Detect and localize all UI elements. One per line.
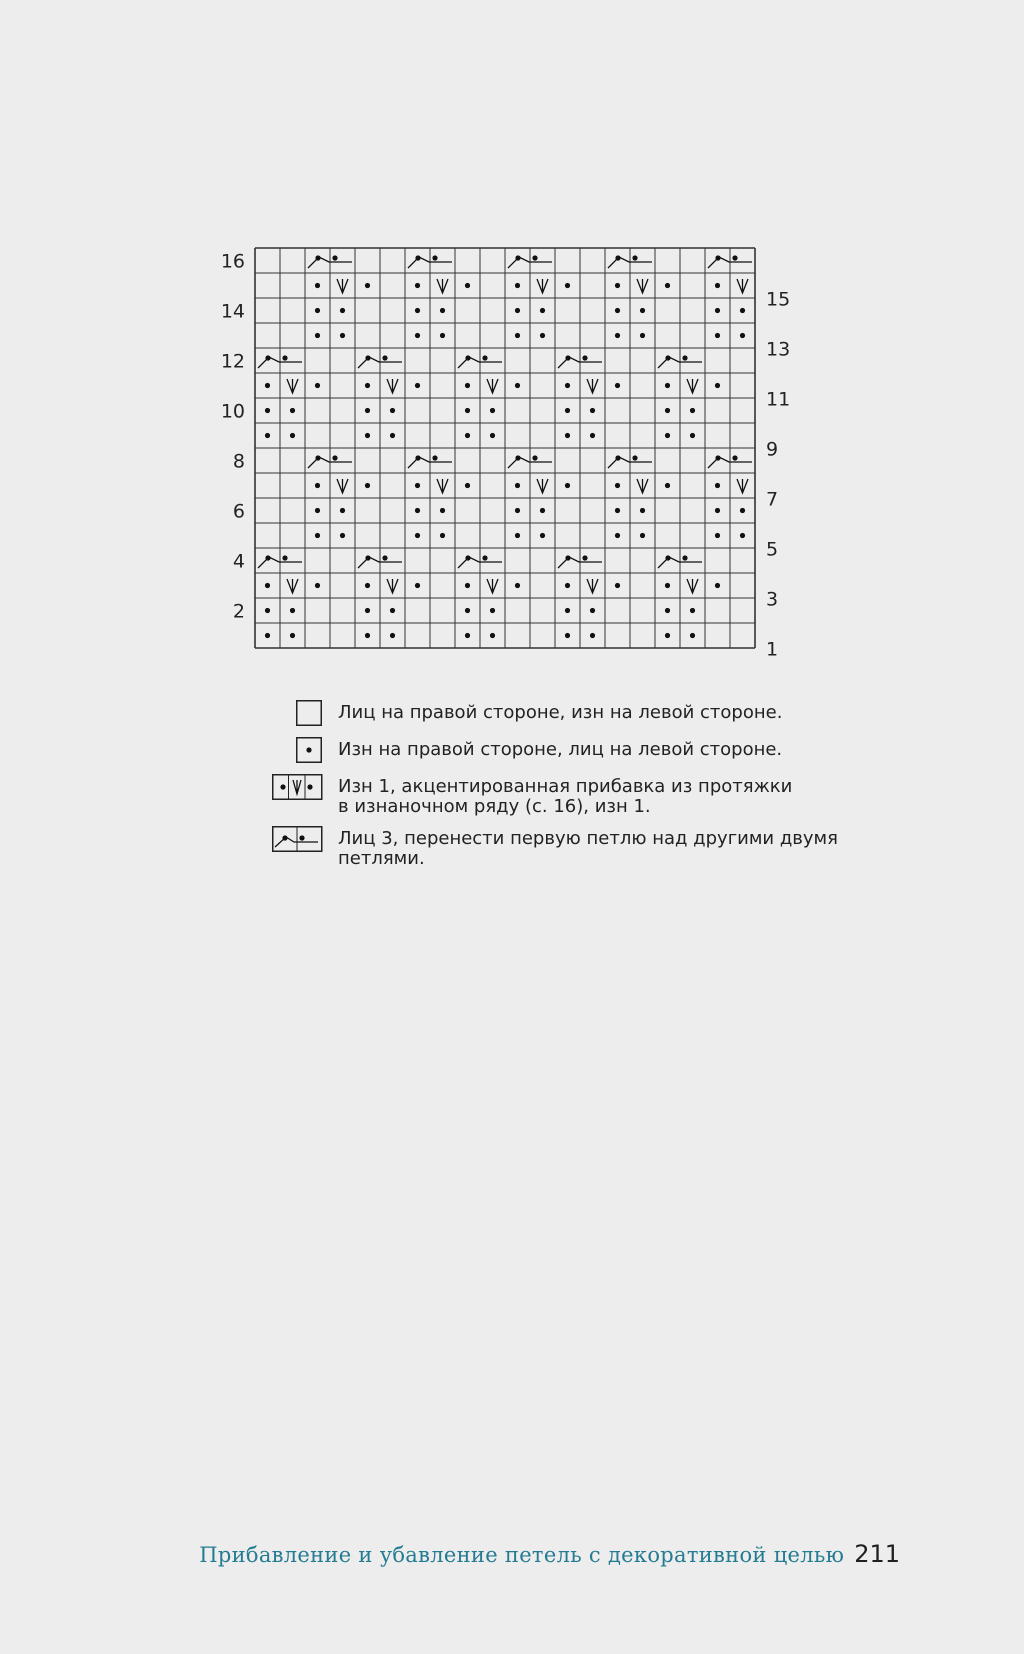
make-one-symbol [737, 279, 748, 293]
purl-dot [615, 533, 620, 538]
legend-item-knit3-pass-over [268, 826, 888, 869]
knitting-chart [0, 0, 1024, 700]
row-number-right: 11 [766, 388, 791, 411]
make-one-symbol [337, 279, 348, 293]
make-one-symbol [737, 479, 748, 493]
purl-dot [365, 433, 370, 438]
row-number-left: 6 [232, 500, 245, 523]
purl-dot [290, 408, 295, 413]
purl-dot [340, 533, 345, 538]
purl-dot [715, 333, 720, 338]
make-one-symbol [287, 379, 298, 393]
purl-dot [490, 608, 495, 613]
purl-dot [640, 533, 645, 538]
row-number-left: 8 [232, 450, 245, 473]
purl-dot [740, 508, 745, 513]
pass-over-dot [332, 455, 337, 460]
purl-dot [315, 383, 320, 388]
purl-dot [465, 483, 470, 488]
purl-dot [465, 583, 470, 588]
row-number-left: 16 [220, 250, 245, 273]
purl-dot [415, 283, 420, 288]
purl-dot [315, 283, 320, 288]
legend-text-knit: Лиц на правой стороне, изн на левой стороне. [338, 702, 783, 723]
pass-over-dot [732, 255, 737, 260]
purl-dot [665, 433, 670, 438]
pass-over-dot [682, 355, 687, 360]
pass-over-dot [665, 355, 670, 360]
make-one-symbol [637, 279, 648, 293]
purl-dot [590, 408, 595, 413]
make-one-symbol [537, 479, 548, 493]
purl-dot [415, 383, 420, 388]
pass-over-dot [315, 255, 320, 260]
pass-over-dot [565, 355, 570, 360]
purl-dot [590, 608, 595, 613]
pass-over-dot [465, 355, 470, 360]
row-number-right: 7 [766, 488, 779, 511]
purl-dot [740, 333, 745, 338]
purl-dot [465, 408, 470, 413]
purl-dot [715, 483, 720, 488]
pass-over-dot [315, 455, 320, 460]
purl-dot [415, 333, 420, 338]
purl-dot [540, 333, 545, 338]
purl-dot [565, 608, 570, 613]
purl-dot [715, 583, 720, 588]
pass-over-dot [615, 455, 620, 460]
purl-dot [715, 383, 720, 388]
legend-item-purl-make-purl [268, 774, 888, 817]
purl-dot [440, 333, 445, 338]
purl-dot [665, 483, 670, 488]
purl-dot [515, 483, 520, 488]
pass-over-dot [482, 555, 487, 560]
pass-over-dot [282, 555, 287, 560]
purl-dot [565, 383, 570, 388]
purl-dot [665, 383, 670, 388]
make-one-symbol [587, 379, 598, 393]
row-number-right: 5 [766, 538, 779, 561]
pass-over-dot [732, 455, 737, 460]
purl-dot [340, 508, 345, 513]
purl-dot [615, 283, 620, 288]
pass-over-dot [565, 555, 570, 560]
purl-dot [615, 333, 620, 338]
pass-over-dot [482, 355, 487, 360]
chapter-title: Прибавление и убавление петель с декоративной целью [199, 1543, 845, 1567]
pass-over-dot [715, 455, 720, 460]
make-one-symbol [487, 579, 498, 593]
purl-dot [315, 333, 320, 338]
purl-dot [715, 533, 720, 538]
purl-dot [265, 383, 270, 388]
purl-dot [315, 583, 320, 588]
purl-dot [540, 508, 545, 513]
purl-dot [290, 608, 295, 613]
purl-dot [715, 508, 720, 513]
make-one-symbol [387, 379, 398, 393]
purl-dot [540, 308, 545, 313]
pass-over-dot [715, 255, 720, 260]
make-one-symbol [437, 279, 448, 293]
purl-dot [465, 633, 470, 638]
purl-dot [615, 508, 620, 513]
purl-dot [665, 408, 670, 413]
legend-text-purl: Изн на правой стороне, лиц на левой стороне. [338, 739, 783, 760]
purl-dot [365, 583, 370, 588]
pass-over-dot [582, 355, 587, 360]
purl-dot [640, 508, 645, 513]
make-one-symbol [487, 379, 498, 393]
purl-dot [265, 633, 270, 638]
row-number-left: 14 [220, 300, 245, 323]
make-one-symbol [687, 379, 698, 393]
purl-dot [640, 308, 645, 313]
pass-over-dot [615, 255, 620, 260]
purl-dot [465, 608, 470, 613]
purl-dot [515, 308, 520, 313]
row-number-left: 12 [220, 350, 245, 373]
purl-dot [540, 533, 545, 538]
legend-text-purl-make-purl: Изн 1, акцентированная прибавка из протяжки в изнаночном ряду (с. 16), изн 1. [338, 776, 793, 817]
make-one-symbol [537, 279, 548, 293]
row-number-left: 10 [220, 400, 245, 423]
purl-dot [565, 483, 570, 488]
purl-dot [515, 283, 520, 288]
purl-dot [365, 408, 370, 413]
purl-dot [440, 533, 445, 538]
make-one-symbol [587, 579, 598, 593]
purl-dot [590, 633, 595, 638]
purl-dot [565, 408, 570, 413]
pass-over-dot [332, 255, 337, 260]
pass-over-dot [582, 555, 587, 560]
purl-dot [665, 633, 670, 638]
make-one-symbol [287, 579, 298, 593]
purl-dot [715, 283, 720, 288]
purl-dot [340, 333, 345, 338]
purl-dot [315, 308, 320, 313]
purl-dot [565, 633, 570, 638]
purl-dot [515, 383, 520, 388]
purl-dot [615, 308, 620, 313]
purl-dot [265, 583, 270, 588]
purl-dot [440, 308, 445, 313]
pass-over-dot [432, 455, 437, 460]
purl-dot [340, 308, 345, 313]
pass-over-dot [532, 255, 537, 260]
pass-over-dot [665, 555, 670, 560]
purl-dot [615, 383, 620, 388]
purl-dot [415, 583, 420, 588]
page-footer [0, 1540, 900, 1568]
purl-dot [565, 583, 570, 588]
legend-item-purl [268, 737, 888, 765]
purl-dot [565, 283, 570, 288]
make-one-symbol [337, 479, 348, 493]
chart-legend [268, 700, 888, 878]
purl-dot [465, 433, 470, 438]
purl-dot [690, 633, 695, 638]
purl-dot [665, 583, 670, 588]
purl-dot [490, 433, 495, 438]
purl-dot [365, 483, 370, 488]
purl-dot [740, 308, 745, 313]
purl-dot [565, 433, 570, 438]
purl-dot [515, 583, 520, 588]
purl-dot [365, 283, 370, 288]
pass-over-dot [382, 555, 387, 560]
make-one-symbol [637, 479, 648, 493]
row-number-right: 15 [766, 288, 791, 311]
pass-over-dot [682, 555, 687, 560]
pass-over-dot [515, 455, 520, 460]
purl-dot [390, 433, 395, 438]
pass-over-dot [382, 355, 387, 360]
purl-dot [265, 433, 270, 438]
knit3-pass-over-icon [268, 826, 338, 854]
legend-text-knit3-pass-over: Лиц 3, перенести первую петлю над другими двумя петлями. [338, 828, 838, 869]
purl-dot [615, 483, 620, 488]
pass-over-dot [282, 355, 287, 360]
pass-over-dot [515, 255, 520, 260]
purl-dot [590, 433, 595, 438]
empty-square-icon [268, 700, 338, 728]
pass-over-dot [465, 555, 470, 560]
make-one-symbol [387, 579, 398, 593]
purl-dot [315, 533, 320, 538]
purl-dot [690, 433, 695, 438]
purl-dot [365, 608, 370, 613]
dot-square-icon [268, 737, 338, 765]
row-number-right: 3 [766, 588, 779, 611]
purl-dot [390, 408, 395, 413]
pass-over-dot [265, 355, 270, 360]
purl-dot [415, 533, 420, 538]
purl-dot [365, 383, 370, 388]
purl-dot [740, 533, 745, 538]
pass-over-dot [365, 555, 370, 560]
pass-over-dot [632, 455, 637, 460]
pass-over-dot [265, 555, 270, 560]
purl-dot [315, 508, 320, 513]
purl-dot [490, 408, 495, 413]
row-number-right: 13 [766, 338, 791, 361]
row-number-right: 9 [766, 438, 779, 461]
pass-over-dot [415, 255, 420, 260]
pass-over-dot [415, 455, 420, 460]
purl-dot [290, 433, 295, 438]
row-number-left: 4 [232, 550, 245, 573]
purl-dot [715, 308, 720, 313]
page-number: 211 [854, 1540, 900, 1568]
purl-dot [690, 408, 695, 413]
purl-dot [515, 333, 520, 338]
purl-dot [440, 508, 445, 513]
purl-dot [415, 308, 420, 313]
purl-dot [265, 408, 270, 413]
purl-dot [665, 283, 670, 288]
purl-dot [265, 608, 270, 613]
pass-over-dot [432, 255, 437, 260]
pass-over-dot [365, 355, 370, 360]
purl-dot [465, 283, 470, 288]
row-number-left: 2 [232, 600, 245, 623]
purl-dot [515, 533, 520, 538]
purl-dot [690, 608, 695, 613]
purl-dot [615, 583, 620, 588]
purl-dot [640, 333, 645, 338]
purl-dot [415, 483, 420, 488]
legend-item-knit [268, 700, 888, 728]
purl-dot [390, 633, 395, 638]
purl-dot [390, 608, 395, 613]
purl-make-purl-icon [268, 774, 338, 802]
purl-dot [515, 508, 520, 513]
purl-dot [290, 633, 295, 638]
pass-over-dot [632, 255, 637, 260]
purl-dot [365, 633, 370, 638]
pass-over-dot [532, 455, 537, 460]
make-one-symbol [687, 579, 698, 593]
purl-dot [315, 483, 320, 488]
make-one-symbol [437, 479, 448, 493]
purl-dot [415, 508, 420, 513]
purl-dot [490, 633, 495, 638]
purl-dot [665, 608, 670, 613]
row-number-right: 1 [766, 638, 779, 661]
purl-dot [465, 383, 470, 388]
